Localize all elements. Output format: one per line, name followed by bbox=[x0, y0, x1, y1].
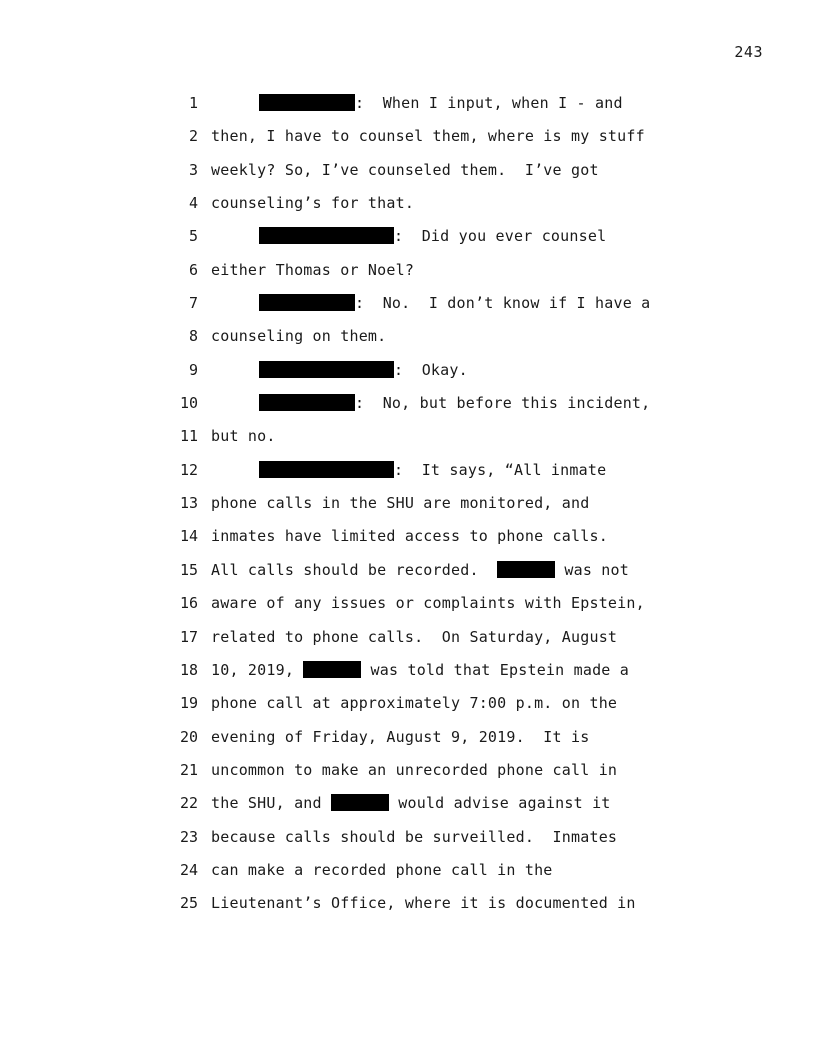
line-text bbox=[211, 560, 629, 580]
line-number: 7 bbox=[188, 294, 198, 313]
line-number: 18 bbox=[179, 660, 198, 679]
transcript-line bbox=[0, 593, 816, 626]
line-number: 24 bbox=[179, 860, 198, 879]
line-text: evening of Friday, August 9, 2019. It is bbox=[211, 727, 590, 746]
line-text bbox=[211, 660, 629, 680]
transcript-line bbox=[0, 226, 816, 259]
line-text bbox=[259, 293, 650, 313]
line-text bbox=[259, 226, 606, 246]
transcript-line bbox=[0, 126, 816, 159]
line-text: Lieutenant’s Office, where it is documented in bbox=[211, 894, 636, 913]
line-text-after-redaction: would advise against it bbox=[389, 794, 611, 813]
line-text: inmates have limited access to phone calls. bbox=[211, 527, 608, 546]
line-text bbox=[211, 793, 611, 813]
line-text: counseling’s for that. bbox=[211, 194, 415, 213]
line-text bbox=[259, 93, 623, 113]
transcript-line bbox=[0, 827, 816, 860]
transcript-line bbox=[0, 193, 816, 226]
line-number: 21 bbox=[179, 760, 198, 779]
transcript-line bbox=[0, 293, 816, 326]
line-number: 23 bbox=[179, 827, 198, 846]
line-text: but no. bbox=[211, 427, 276, 446]
transcript-line bbox=[0, 893, 816, 926]
line-text-before-redaction: the SHU, and bbox=[211, 794, 331, 813]
transcript-line bbox=[0, 93, 816, 126]
line-number: 19 bbox=[179, 694, 198, 713]
line-text: because calls should be surveilled. Inmates bbox=[211, 827, 618, 846]
transcript-lines bbox=[0, 93, 816, 927]
line-number: 11 bbox=[179, 427, 198, 446]
redaction-box bbox=[303, 661, 361, 678]
transcript-line bbox=[0, 393, 816, 426]
transcript-line bbox=[0, 860, 816, 893]
line-text: can make a recorded phone call in the bbox=[211, 860, 553, 879]
transcript-line bbox=[0, 160, 816, 193]
line-text-after-redaction: : Okay. bbox=[394, 360, 468, 379]
line-number: 13 bbox=[179, 494, 198, 513]
line-text-after-redaction: : It says, “All inmate bbox=[394, 460, 607, 479]
line-number: 2 bbox=[188, 127, 198, 146]
line-text: weekly? So, I’ve counseled them. I’ve got bbox=[211, 160, 599, 179]
line-text: counseling on them. bbox=[211, 327, 387, 346]
line-number: 9 bbox=[188, 360, 198, 379]
line-text-before-redaction: 10, 2019, bbox=[211, 660, 304, 679]
line-number: 14 bbox=[179, 527, 198, 546]
redaction-box bbox=[259, 227, 394, 244]
transcript-line bbox=[0, 660, 816, 693]
page-number: 243 bbox=[734, 43, 763, 61]
line-text: phone calls in the SHU are monitored, and bbox=[211, 494, 590, 513]
line-number: 12 bbox=[179, 460, 198, 479]
line-text: either Thomas or Noel? bbox=[211, 260, 415, 279]
transcript-line bbox=[0, 360, 816, 393]
line-number: 20 bbox=[179, 727, 198, 746]
transcript-line bbox=[0, 493, 816, 526]
line-text-after-redaction: : No, but before this incident, bbox=[355, 394, 651, 413]
line-text-after-redaction: was not bbox=[555, 560, 630, 579]
line-number: 15 bbox=[179, 560, 198, 579]
redaction-box bbox=[259, 94, 355, 111]
line-number: 4 bbox=[188, 194, 198, 213]
line-text-after-redaction: was told that Epstein made a bbox=[361, 660, 630, 679]
line-text bbox=[259, 460, 606, 480]
redaction-box bbox=[331, 794, 389, 811]
redaction-box bbox=[259, 461, 394, 478]
line-text: phone call at approximately 7:00 p.m. on the bbox=[211, 694, 618, 713]
transcript-line bbox=[0, 260, 816, 293]
transcript-line bbox=[0, 760, 816, 793]
line-number: 8 bbox=[188, 327, 198, 346]
line-number: 1 bbox=[188, 94, 198, 112]
line-number: 25 bbox=[179, 894, 198, 913]
transcript-line bbox=[0, 727, 816, 760]
transcript-line bbox=[0, 460, 816, 493]
line-number: 17 bbox=[179, 627, 198, 646]
line-text bbox=[259, 360, 468, 380]
redaction-box bbox=[259, 361, 394, 378]
transcript-line bbox=[0, 627, 816, 660]
line-text-after-redaction: : No. I don’t know if I have a bbox=[355, 294, 651, 313]
redaction-box bbox=[259, 294, 355, 311]
transcript-line bbox=[0, 793, 816, 826]
line-number: 5 bbox=[188, 227, 198, 246]
transcript-line bbox=[0, 526, 816, 559]
line-text-after-redaction: : When I input, when I - and bbox=[355, 94, 623, 112]
transcript-line bbox=[0, 326, 816, 359]
line-text: related to phone calls. On Saturday, August bbox=[211, 627, 618, 646]
line-text: aware of any issues or complaints with Epstein, bbox=[211, 594, 645, 613]
transcript-line bbox=[0, 560, 816, 593]
line-text: uncommon to make an unrecorded phone call in bbox=[211, 760, 618, 779]
line-text-after-redaction: : Did you ever counsel bbox=[394, 227, 607, 246]
line-number: 3 bbox=[188, 160, 198, 179]
line-number: 6 bbox=[188, 260, 198, 279]
transcript-line bbox=[0, 693, 816, 726]
redaction-box bbox=[259, 394, 355, 411]
redaction-box bbox=[497, 561, 555, 578]
line-text-before-redaction: All calls should be recorded. bbox=[211, 560, 498, 579]
line-number: 16 bbox=[179, 594, 198, 613]
line-text bbox=[259, 393, 650, 413]
line-text: then, I have to counsel them, where is my stuff bbox=[211, 127, 645, 146]
line-number: 10 bbox=[179, 394, 198, 413]
transcript-line bbox=[0, 426, 816, 459]
line-number: 22 bbox=[179, 794, 198, 813]
